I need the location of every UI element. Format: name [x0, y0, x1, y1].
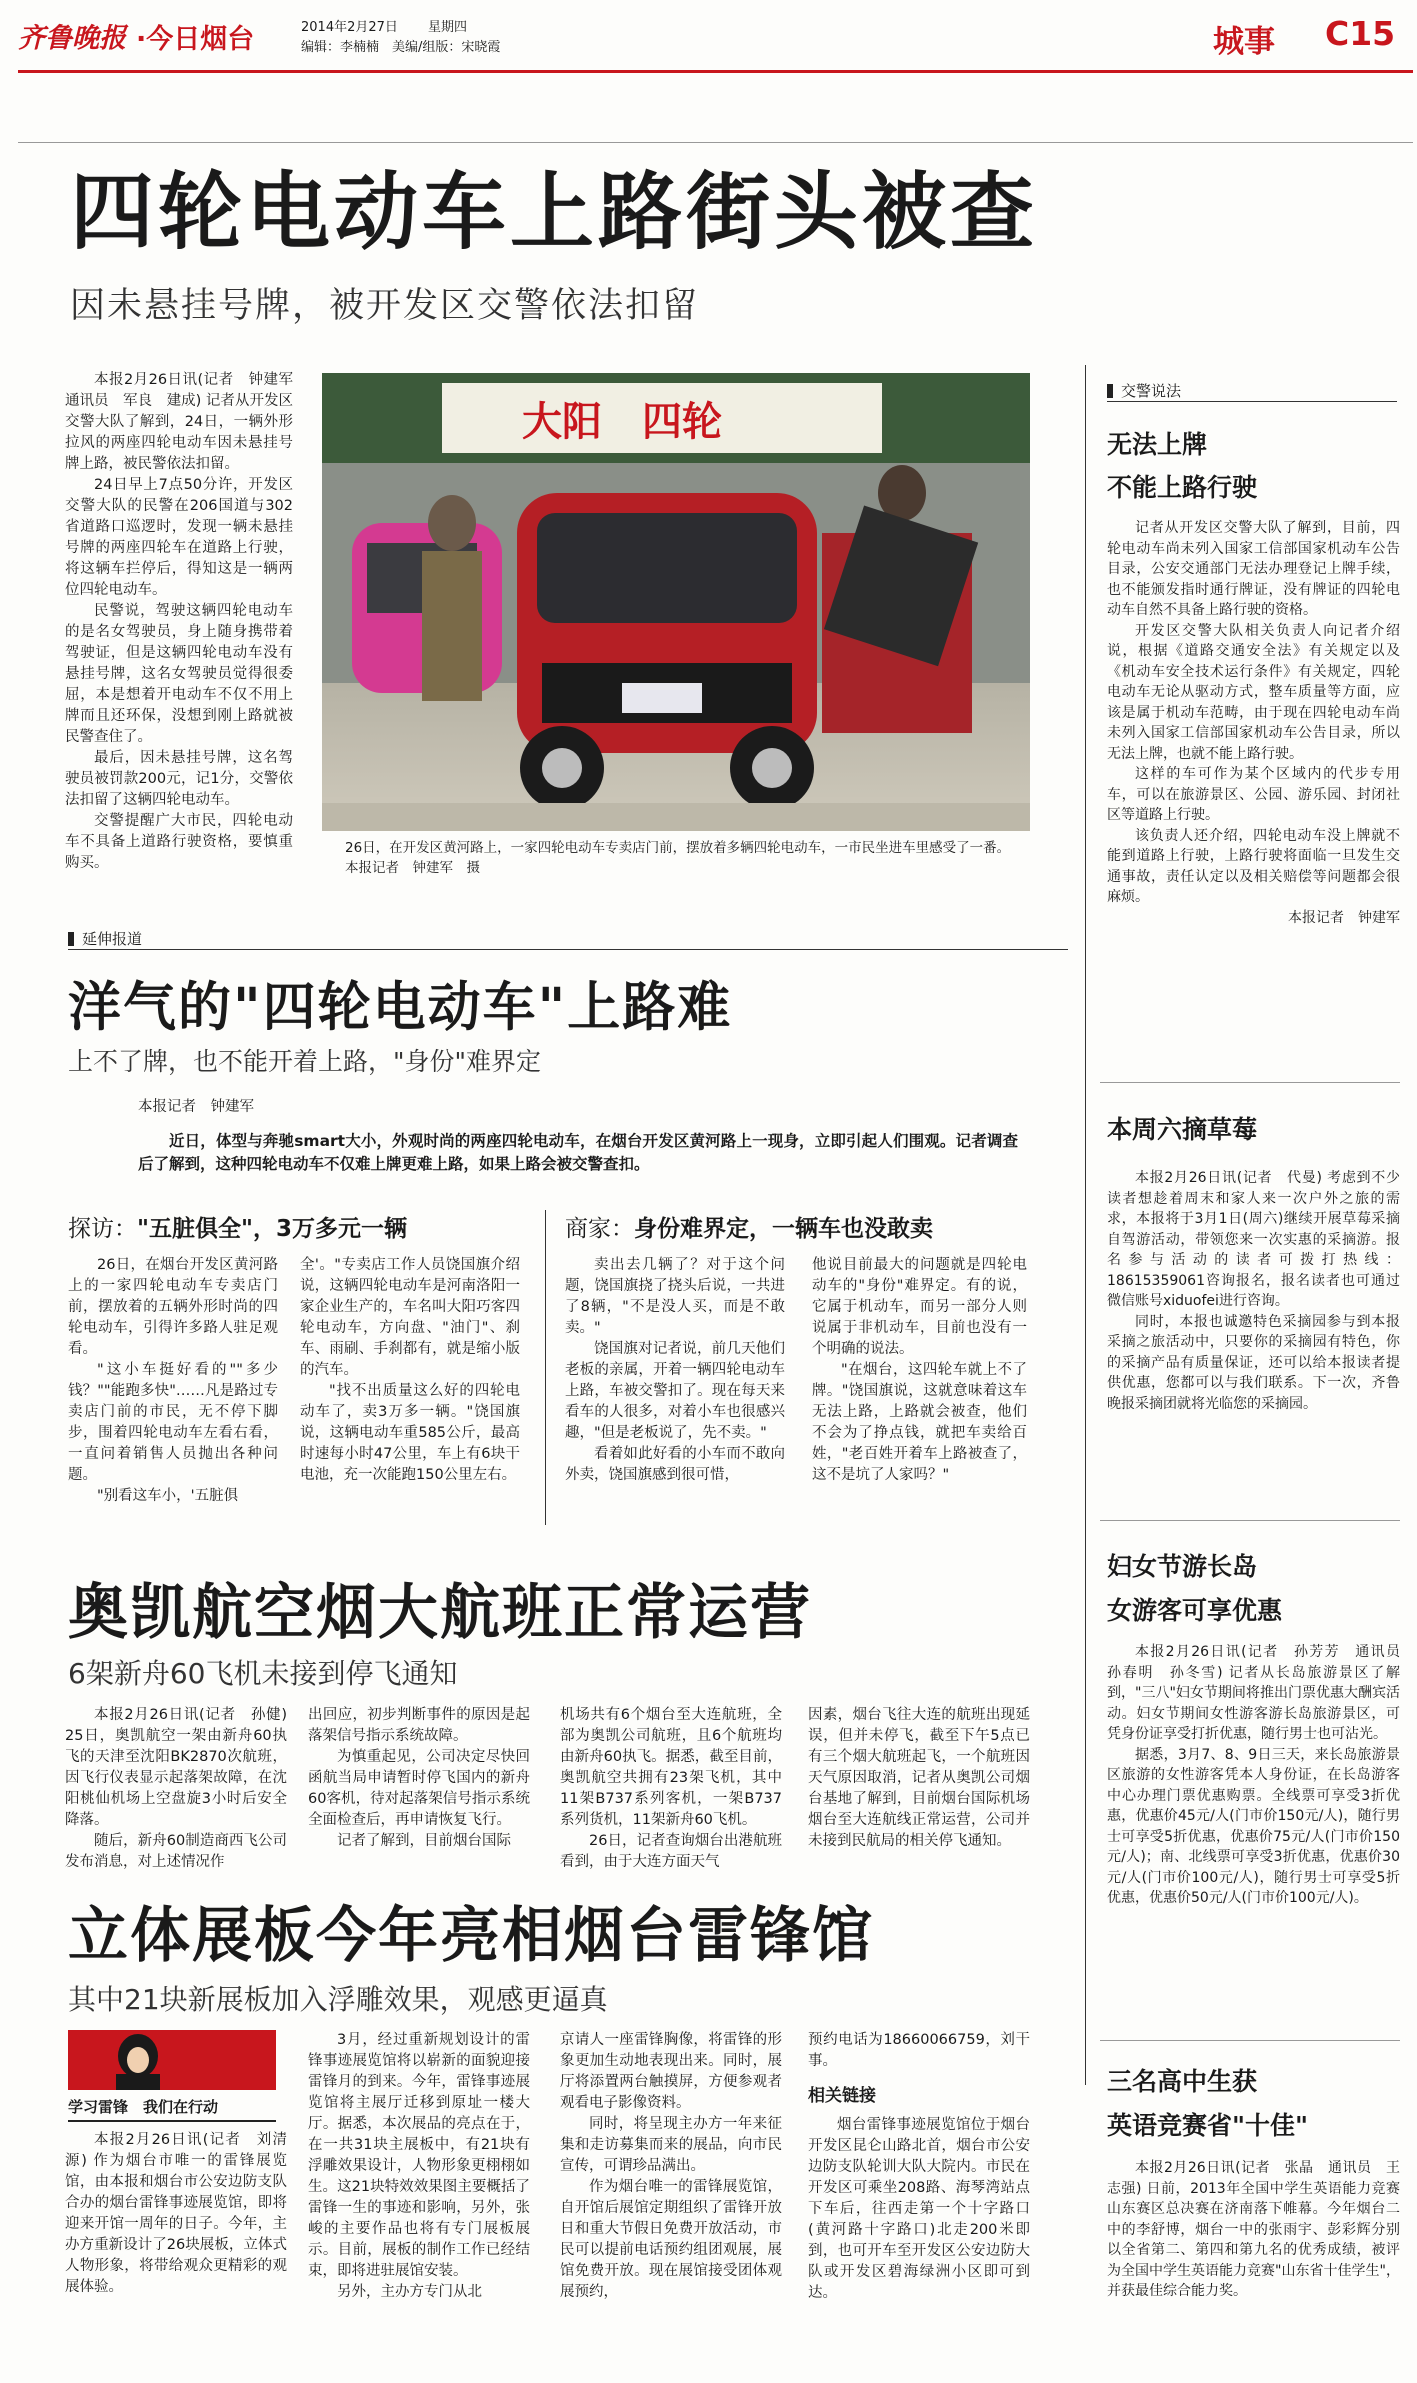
leifeng-logo-caption: 学习雷锋 我们在行动: [68, 2096, 276, 2122]
story1-headline: 四轮电动车上路街头被查: [70, 163, 1039, 261]
lead-paragraph: 近日，体型与奔驰smart大小，外观时尚的两座四轮电动车，在烟台开发区黄河路上一现身，立即引起人们围观。记者调查后了解到，这种四轮电动车不仅难上牌更难上路，如果上路会被交警查扣。: [138, 1132, 1018, 1173]
paragraph: 他说目前最大的问题就是四轮电动车的"身份"难界定。有的说，它属于机动车，而另一部分人则说属于非机动车，目前也没有一个明确的说法。: [812, 1257, 1027, 1357]
paragraph: 机场共有6个烟台至大连航班，全部为奥凯公司航班，且6个航班均由新舟60执飞。据悉，截至目前，奥凯航空共拥有23架飞机，其中11架B737系列客机，一架B737系列货机，11架新舟60飞机。: [560, 1707, 782, 1828]
story1-body: [65, 370, 308, 915]
story2-col-d: [812, 1255, 1027, 1525]
story2-tag: 延伸报道: [68, 928, 1068, 950]
issue-weekday: 星期四: [428, 20, 468, 35]
story2-col-a: [68, 1255, 278, 1525]
sub2-title: 身份难界定，一辆车也没敢卖: [634, 1216, 933, 1242]
issue-date: 2014年2月27日: [301, 20, 398, 35]
story3-headline: 奥凯航空烟大航班正常运营: [68, 1578, 812, 1648]
sidebar2-body: [1107, 1168, 1400, 1518]
paragraph: 全'。"专卖店工作人员饶国旗介绍说，这辆四轮电动车是河南洛阳一家企业生产的，车名叫大阳巧客四轮电动车，方向盘、"油门"、刹车、雨刷、手刹都有，就是缩小版的汽车。: [300, 1257, 520, 1378]
paragraph: 因素，烟台飞往大连的航班出现延误，但并未停飞，截至下午5点已有三个烟大航班起飞，一个航班因天气原因取消，记者从奥凯公司烟台基地了解到，目前烟台国际机场烟台至大连航线正常运营，公司并未接到民航局的相关停飞通知。: [808, 1707, 1030, 1849]
story3-col-d: [808, 1705, 1030, 1865]
paragraph: 开发区交警大队相关负责人向记者介绍说，根据《道路交通安全法》有关规定以及《机动车安全技术运行条件》有关规定，四轮电动车无论从驱动方式，整车质量等方面，应该是属于机动车范畴，由于现在四轮电动车尚未列入国家工信部国家机动车公告目录，所以无法上牌，也就不能上路行驶。: [1107, 622, 1400, 762]
story1-photo-caption: 26日，在开发区黄河路上，一家四轮电动车专卖店门前，摆放着多辆四轮电动车，一市民坐进车里感受了一番。 本报记者 钟建军 摄: [345, 840, 1017, 876]
paragraph: 最后，因未悬挂号牌，这名驾驶员被罚款200元，记1分，交警依法扣留了这辆四轮电动车。: [65, 750, 293, 808]
sidebar3-headline-line1: 妇女节游长岛: [1107, 1552, 1258, 1581]
section-name: ·今日烟台: [136, 24, 255, 55]
paragraph: 饶国旗对记者说，前几天他们老板的亲属，开着一辆四轮电动车上路，车被交警扣了。现在每天来看车的人很多，对着小车也很感兴趣，"但是老板说了，先不卖。": [565, 1341, 785, 1441]
paragraph: 本报2月26日讯(记者 孙芳芳 通讯员 孙春明 孙冬雪) 记者从长岛旅游景区了解到，"三八"妇女节期间将推出门票优惠大酬宾活动。妇女节期间女性游客游长岛旅游景区，可凭身份证享受打折优惠，随行男士也可沾光。: [1107, 1644, 1414, 1742]
story2-sub2: [565, 1210, 933, 1243]
story1-subhead: 因未悬挂号牌，被开发区交警依法扣留: [70, 286, 700, 326]
store-sign: 大阳 四轮: [522, 399, 722, 445]
story2-byline: 本报记者 钟建军: [138, 1099, 254, 1115]
sidebar1-tag: 交警说法: [1107, 380, 1397, 402]
paragraph: 本报2月26日讯(记者 张晶 通讯员 王志强) 日前，2013年全国中学生英语能力竞赛山东赛区总决赛在济南落下帷幕。今年烟台二中的李舒博，烟台一中的张雨宇、彭彩辉分别以全省第二、第四和第九名的优秀成绩，被评为全国中学生英语能力竞赛"山东省十佳学生"，并获最佳综合能力奖。: [1107, 2160, 1400, 2299]
story2-lead: [138, 1130, 1018, 1180]
byline: 本报记者 钟建军: [1288, 909, 1400, 926]
sidebar3-headline-line2: 女游客可享优惠: [1107, 1596, 1283, 1625]
story4-col-d: [808, 2030, 1030, 2370]
leifeng-logo: [68, 2030, 276, 2090]
page-number: C15: [1325, 14, 1396, 53]
column-divider: [545, 1210, 546, 1525]
paragraph: 看着如此好看的小车而不敢向外卖，饶国旗感到很可惜，: [565, 1446, 785, 1483]
story4-headline: 立体展板今年亮相烟台雷锋馆: [68, 1901, 874, 1971]
story2-subhead: 上不了牌，也不能开着上路，"身份"难界定: [68, 1047, 541, 1076]
story2-col-b: [300, 1255, 520, 1525]
story3-col-b: [308, 1705, 530, 1865]
story4-col-b: [308, 2030, 530, 2370]
sidebar4-body: [1107, 2158, 1400, 2373]
paragraph: 民警说，驾驶这辆四轮电动车的是名女驾驶员，身上随身携带着驾驶证，但是这辆四轮电动车没有悬挂号牌，这名女驾驶员觉得很委屈，本是想着开电动车不仅不用上牌而且还环保，没想到刚上路就被民警查住了。: [65, 603, 293, 745]
story3-col-a: [65, 1705, 287, 1870]
paragraph: 卖出去几辆了？对于这个问题，饶国旗挠了挠头后说，一共进了8辆，"不是没人买，而是不敢卖。": [565, 1257, 785, 1336]
paragraph: 26日，在烟台开发区黄河路上的一家四轮电动车专卖店门前，摆放着的五辆外形时尚的四轮电动车，引得许多路人驻足观看。: [68, 1257, 278, 1357]
sub1-label: 探访：: [68, 1216, 137, 1242]
paragraph: 记者了解到，目前烟台国际: [337, 1833, 511, 1849]
paragraph: 同时，将呈现主办方一年来征集和走访募集而来的展品，向市民宣传，可谓珍品满出。: [560, 2116, 782, 2174]
paragraph: 据悉，3月7、8、9日三天，来长岛旅游景区旅游的女性游客凭本人身份证，在长岛游客中心办理门票优惠购票。全线票可享受3折优惠，优惠价45元/人(门市价150元/人)，随行男士可享受5折优惠，优惠价75元/人(门市价150元/人)；南、北线票可享受3折优惠，优惠价30元/人(门市价100元/人)，随行男士可享受5折优惠，优惠价50元/人(门市价100元/人)。: [1107, 1746, 1400, 1906]
editors: 编辑：李楠楠 美编/组版：宋晓霞: [301, 40, 501, 55]
sub2-label: 商家：: [565, 1216, 634, 1242]
masthead: [18, 14, 1398, 64]
paragraph: 为慎重起见，公司决定尽快回函航当局申请暂时停飞国内的新舟60客机，待对起落架信号指示系统全面检查后，再申请恢复飞行。: [308, 1749, 530, 1828]
paragraph: 京请人一座雷锋胸像，将雷锋的形象更加生动地表现出来。同时，展厅将添置两台触摸屏，方便参观者观看电子影像资料。: [560, 2032, 782, 2111]
paragraph: "这小车挺好看的""多少钱？""能跑多快"……凡是路过专卖店门前的市民，无不停下脚步，围着四轮电动车左看右看，一直问着销售人员抛出各种问题。: [68, 1362, 278, 1483]
sidebar1-headline-line2: 不能上路行驶: [1107, 473, 1258, 502]
paragraph: 另外，主办方专门从北: [337, 2284, 482, 2300]
car-photo-illustration: [322, 373, 1030, 831]
column-divider: [1085, 365, 1086, 2085]
paragraph: 26日，记者查询烟台出港航班看到，由于大连方面天气: [560, 1833, 782, 1870]
sidebar3-body: [1107, 1642, 1414, 2052]
sidebar4-headline-line1: 三名高中生获: [1107, 2067, 1258, 2096]
sidebar1-headline-line1: 无法上牌: [1107, 430, 1208, 459]
paragraph: 该负责人还介绍，四轮电动车没上牌就不能到道路上行驶，上路行驶将面临一旦发生交通事故，责任认定以及相关赔偿等问题都会很麻烦。: [1107, 827, 1400, 905]
story3-col-c: [560, 1705, 782, 1870]
sidebar-divider: [1100, 2040, 1400, 2041]
paragraph: 交警提醒广大市民，四轮电动车不具备上道路行驶资格，要慎重购买。: [65, 813, 293, 871]
story3-subhead: 6架新舟60飞机未接到停飞通知: [68, 1657, 458, 1690]
paragraph: 作为烟台唯一的雷锋展览馆，自开馆后展馆定期组织了雷锋开放日和重大节假日免费开放活动，市民可以提前电话预约组团观展，展馆免费开放。现在展馆接受团体观展预约，: [560, 2179, 782, 2300]
paragraph: 本报2月26日讯(记者 代曼) 考虑到不少读者想趁着周末和家人来一次户外之旅的需求，本报将于3月1日(周六)继续开展草莓采摘自驾游活动，带领您来一次实惠的采摘游。报名参与活动的读者可拨打热线：18615359061咨询报名，报名读者也可通过微信账号xiduofei进行咨询。: [1107, 1170, 1400, 1309]
paragraph: 本报2月26日讯(记者 孙健) 25日，奥凯航空一架由新舟60执飞的天津至沈阳BK2870次航班，因飞行仪表显示起落架故障，在沈阳桃仙机场上空盘旋3小时后安全降落。: [65, 1707, 287, 1828]
portrait-icon: [68, 2030, 276, 2090]
paragraph: 预约电话为18660066759，刘干事。: [808, 2032, 1030, 2069]
paragraph: 记者从开发区交警大队了解到，目前，四轮电动车尚未列入国家工信部国家机动车公告目录，公安交通部门无法办理登记上牌手续，也不能颁发指时通行牌证，没有牌证的四轮电动车自然不具备上路行驶的资格。: [1107, 520, 1400, 618]
story4-col-c: [560, 2030, 782, 2370]
paragraph: 随后，新舟60制造商西飞公司发布消息，对上述情况作: [65, 1833, 287, 1870]
paragraph: 本报2月26日讯(记者 刘清源) 作为烟台市唯一的雷锋展览馆，由本报和烟台市公安边防支队合办的烟台雷锋事迹展览馆，即将迎来开馆一周年的日子。今年，主办方重新设计了26块展板，立体式人物形象，将带给观众更精彩的观展体验。: [65, 2132, 287, 2295]
paragraph: 烟台雷锋事迹展览馆位于烟台开发区昆仑山路北首，烟台市公安边防支队轮训大队大院内。市民在开发区可乘坐208路、海琴湾站点下车后，往西走第一个十字路口(黄河路十字路口)北走200米即到，也可开车至开发区公安边防大队或开发区碧海绿洲小区即可到达。: [808, 2117, 1030, 2301]
sidebar-divider: [1100, 1520, 1400, 1521]
sidebar4-headline-line2: 英语竞赛省"十佳": [1107, 2111, 1309, 2140]
paragraph: 本报2月26日讯(记者 钟建军 通讯员 军良 建成) 记者从开发区交警大队了解到，24日，一辆外形拉风的两座四轮电动车因未悬挂号牌上路，被民警依法扣留。: [65, 372, 308, 472]
section-label: 城事: [1213, 24, 1275, 60]
sidebar2-headline: 本周六摘草莓: [1107, 1115, 1258, 1144]
sidebar1-body: [1107, 518, 1400, 1038]
header-rule: [18, 70, 1413, 73]
paragraph: "在烟台，这四轮车就上不了牌。"饶国旗说，这就意味着这车无法上路，上路就会被查，他们不会为了挣点钱，就把车卖给百姓，"老百姓开着车上路被查了，这不是坑了人家吗？": [812, 1362, 1027, 1483]
paragraph: 同时，本报也诚邀特色采摘园参与到本报采摘之旅活动中，只要你的采摘园有特色，你的采摘产品有质量保证，还可以给本报读者提供优惠，您都可以与我们联系。下一次，齐鲁晚报采摘团就将光临您的采摘园。: [1107, 1313, 1400, 1412]
story4-col-a: [65, 2130, 287, 2370]
paragraph: 这样的车可作为某个区域内的代步专用车，可以在旅游景区、公园、游乐园、封闭社区等道路上行驶。: [1107, 766, 1400, 823]
related-link-title: 相关链接: [808, 2086, 876, 2106]
paragraph: "别看这车小，'五脏俱: [97, 1488, 239, 1504]
paragraph: 出回应，初步判断事件的原因是起落架信号指示系统故障。: [308, 1707, 530, 1744]
story2-col-c: [565, 1255, 785, 1525]
header-rule-thin: [18, 142, 1413, 143]
story4-subhead: 其中21块新展板加入浮雕效果，观感更逼真: [68, 1983, 608, 2016]
story2-headline: 洋气的"四轮电动车"上路难: [68, 977, 733, 1038]
paragraph: 3月，经过重新规划设计的雷锋事迹展览馆将以崭新的面貌迎接雷锋月的到来。今年，雷锋事迹展览馆将主展厅迁移到原址一楼大厅。据悉，本次展品的亮点在于，在一共31块主展板中，有21块有浮雕效果设计，人物形象更栩栩如生。这21块特效效果图主要概括了雷锋一生的事迹和影响，另外，张峻的主要作品也将有专门展板展示。目前，展板的制作工作已经结束，即将进驻展馆安装。: [308, 2032, 530, 2279]
sidebar-divider: [1100, 1082, 1400, 1083]
story2-sub1: [68, 1210, 407, 1243]
paper-name: 齐鲁晚报: [18, 23, 126, 54]
story1-photo: [322, 373, 1030, 831]
paragraph: "找不出质量这么好的四轮电动车了，卖3万多一辆。"饶国旗说，这辆电动车重585公斤，最高时速每小时47公里，车上有6块干电池，充一次能跑150公里左右。: [300, 1383, 520, 1483]
sub1-title: "五脏俱全"，3万多元一辆: [137, 1216, 407, 1242]
paragraph: 24日早上7点50分许，开发区交警大队的民警在206国道与302省道路口巡逻时，发现一辆未悬挂号牌的两座四轮车在道路上行驶，将这辆车拦停后，得知这是一辆两位四轮电动车。: [65, 477, 293, 598]
